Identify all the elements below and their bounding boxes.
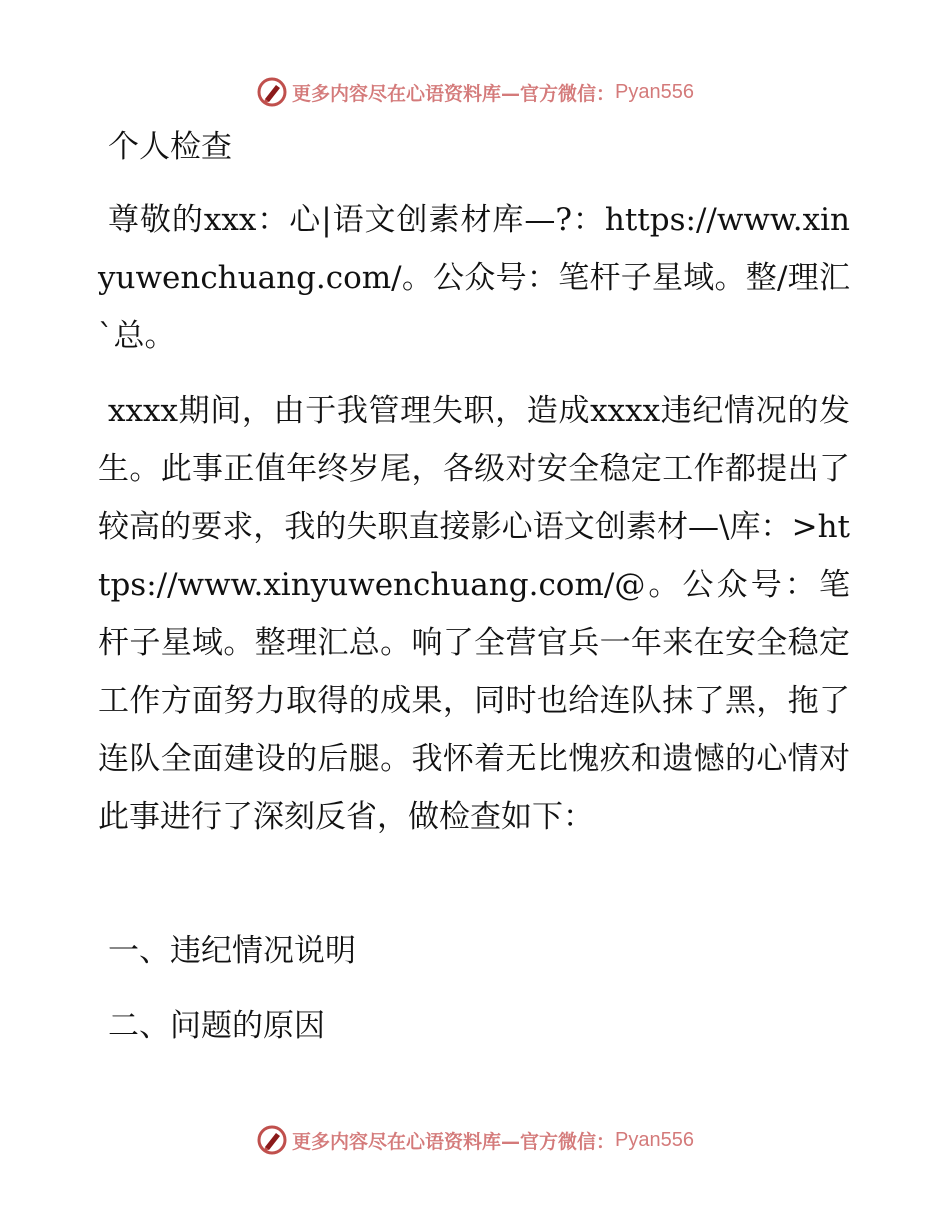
header-banner-contact: Pyan556: [615, 80, 694, 103]
header-banner: [0, 72, 950, 112]
footer-banner-text: 更多内容尽在心语资料库—官方微信：: [292, 1130, 616, 1153]
body-text: xxxx期间，由于我管理失职，造成xxxx违纪情况的发生。此事正值年终岁尾，各级对安全稳定工作都提出了较高的要求，我的失职直接影心语文创素材—\库：>https://www.xinyuwenchuang.com/@。公众号：笔杆子星域。整理汇总。响了全营官兵一年来在安全稳定工作方面努力取得的成果，同时也给连队抹了黑，拖了连队全面建设的后腿。我怀着无比愧疚和遗憾的心情对此事进行了深刻反省，做检查如下：: [98, 393, 850, 835]
footer-banner: [0, 1120, 950, 1160]
body-paragraph: [98, 382, 850, 846]
greeting-text: 尊敬的xxx：心|语文创素材库—?：https://www.xinyuwenchuang.com/。公众号：笔杆子星域。整/理汇`总。: [98, 202, 850, 354]
footer-banner-contact: Pyan556: [615, 1128, 694, 1151]
greeting-paragraph: [98, 191, 850, 365]
header-banner-text: 更多内容尽在心语资料库—官方微信：: [292, 82, 616, 105]
section-heading-2: 二、问题的原因: [108, 1008, 325, 1044]
pen-circle-icon: [256, 76, 288, 108]
section-heading-1: 一、违纪情况说明: [108, 933, 356, 969]
document-title: 个人检查: [108, 129, 232, 165]
pen-circle-icon: [256, 1124, 288, 1156]
